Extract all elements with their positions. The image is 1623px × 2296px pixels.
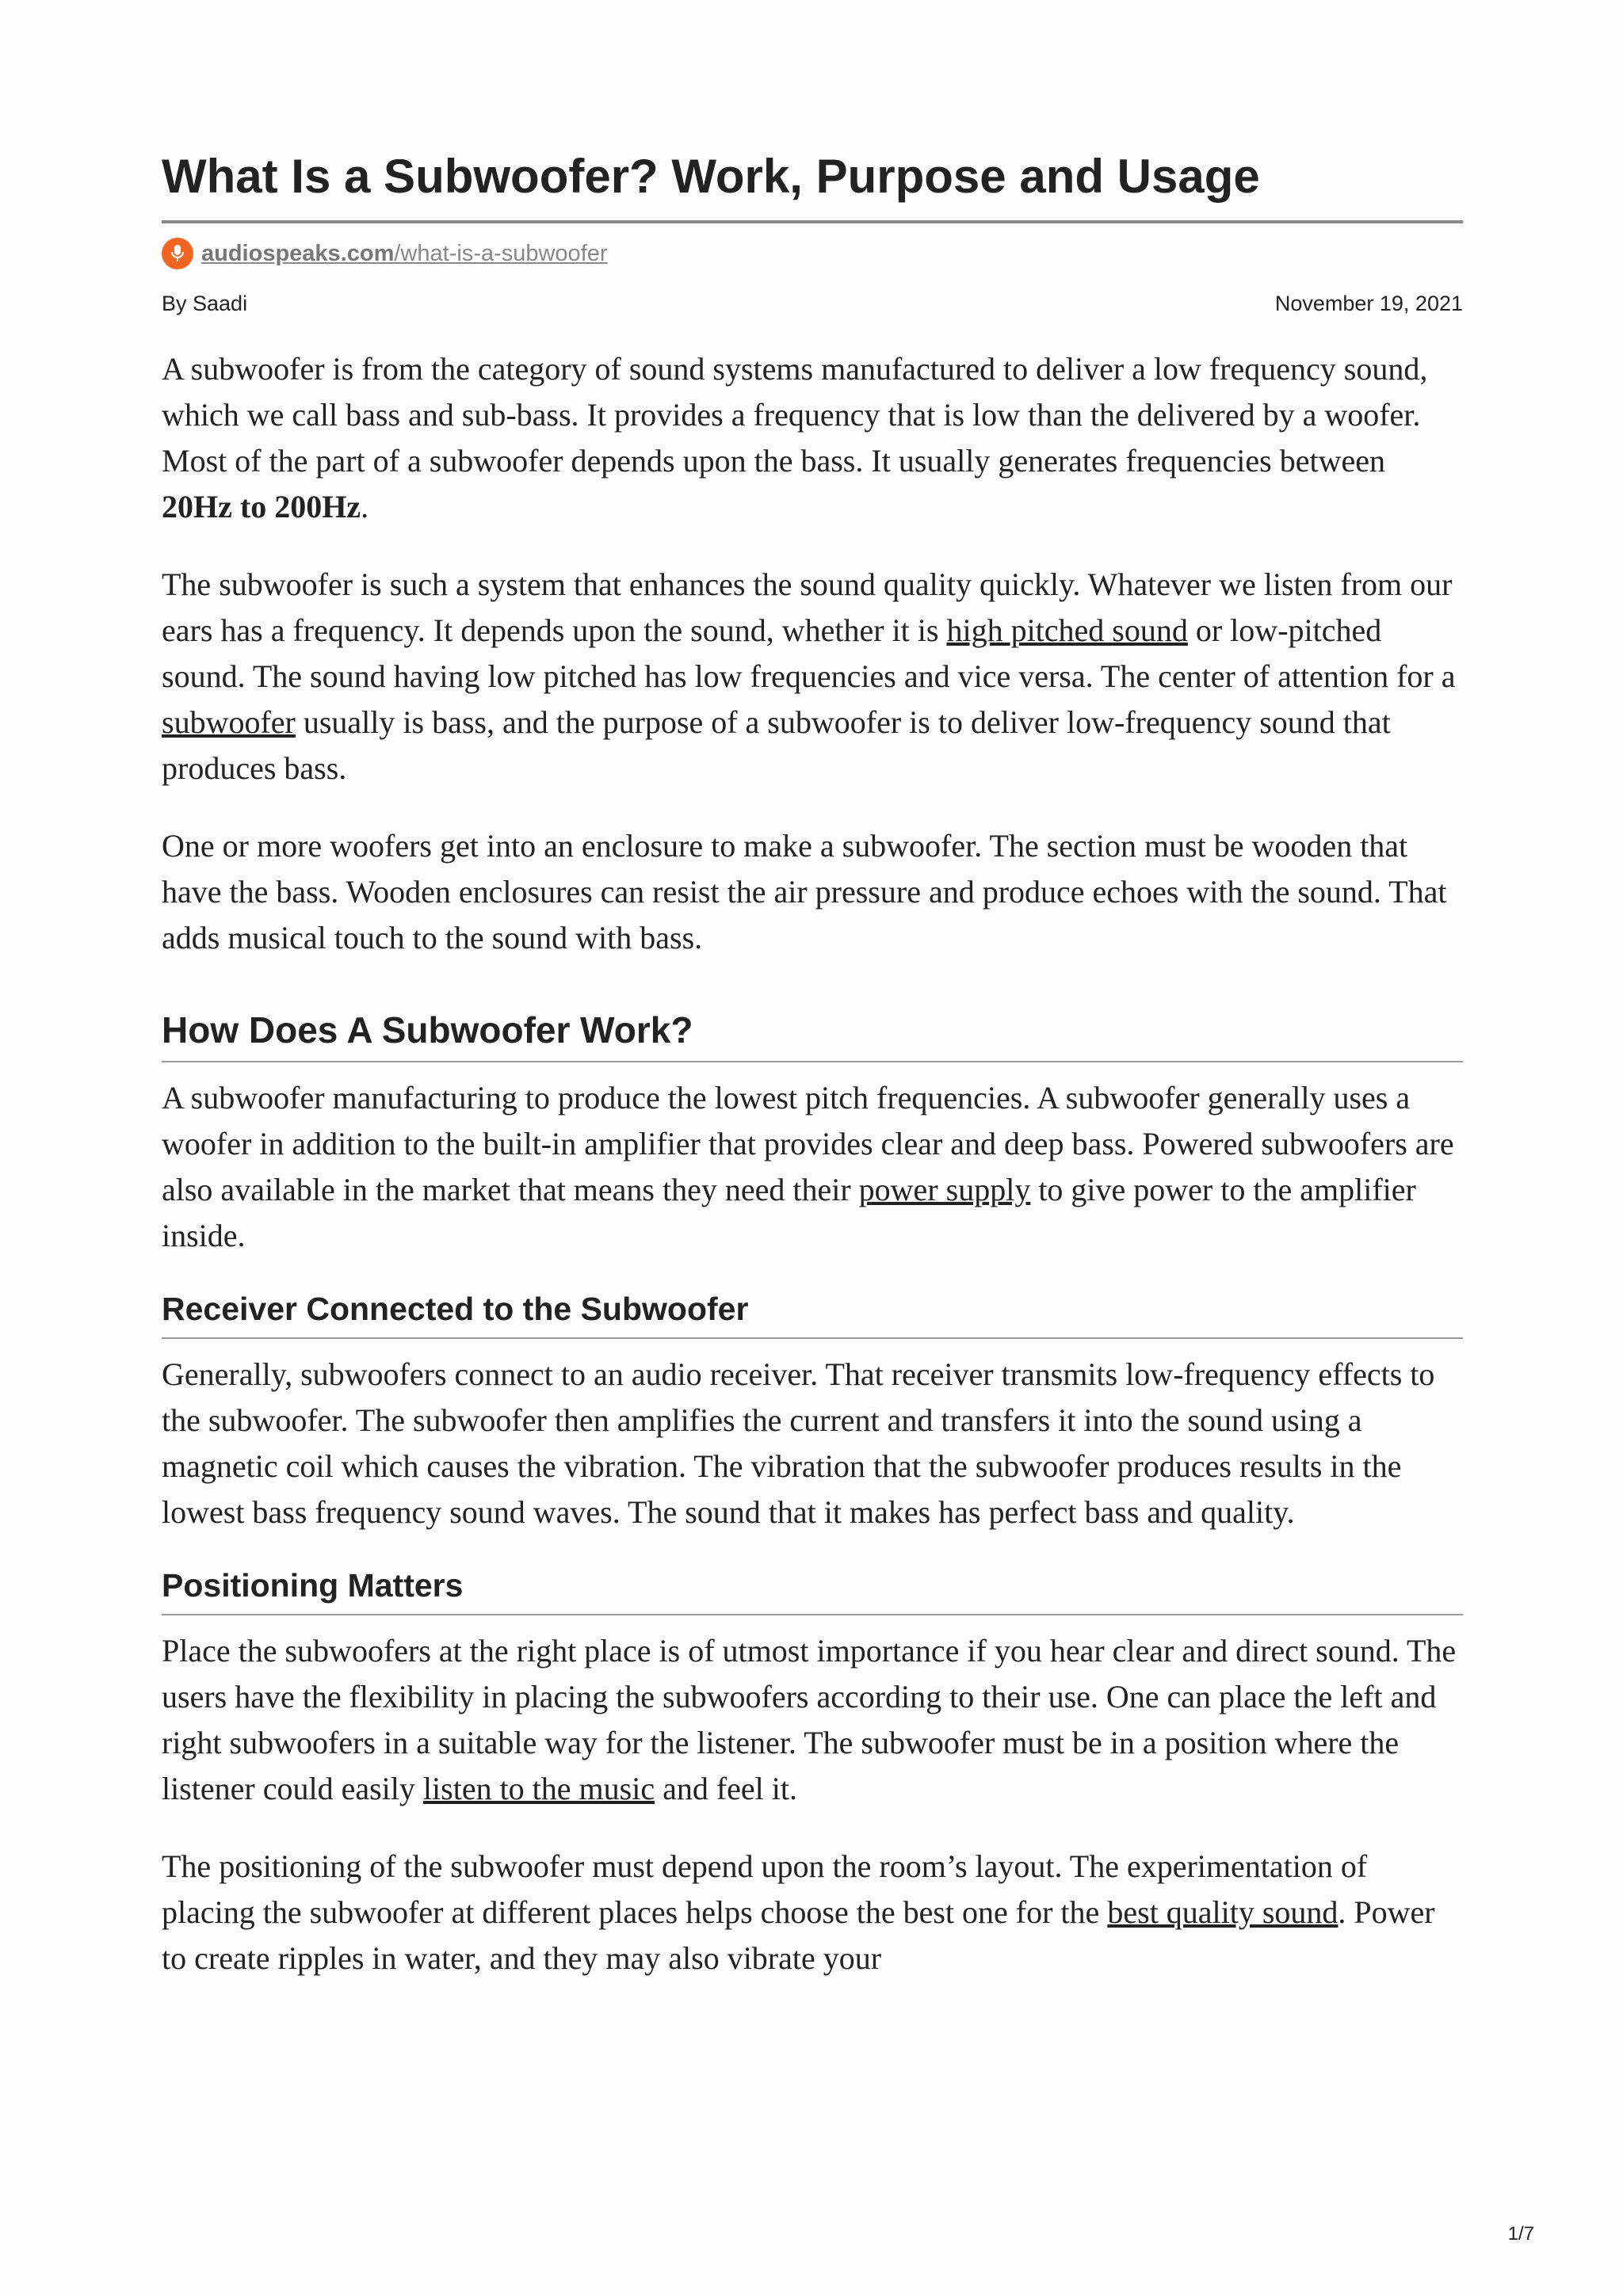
source-line	[162, 238, 1463, 269]
paragraph-text: . Power to create ripples in water, and they may also vibrate your	[162, 1894, 1435, 1976]
frequency-range: 20Hz to 200Hz	[162, 489, 361, 524]
receiver-paragraph-1: Generally, subwoofers connect to an audio receiver. That receiver transmits low-frequency effects to the subwoofer. The subwoofer then amplifies the current and transfers it into the sound using a magnetic coil which causes the vibration. The vibration that the subwoofer produces results in the lowest bass frequency sound waves. The sound that it makes has perfect bass and quality.	[162, 1356, 1435, 1530]
paragraph-text: A subwoofer manufacturing to produce the lowest pitch frequencies. A subwoofer generally uses a woofer in addition to the built-in amplifier that provides clear and deep bass. Powered subwoofers are also available in the market that means they need their	[162, 1080, 1454, 1207]
paragraph-text: usually is bass, and the purpose of a subwoofer is to deliver low-frequency sound that produces bass.	[162, 704, 1391, 786]
article	[162, 151, 1463, 2013]
source-link[interactable]	[201, 241, 608, 267]
author: By Saadi	[162, 292, 248, 315]
intro-paragraph-1	[162, 346, 1463, 530]
paragraph-text-end: .	[361, 489, 369, 524]
power-supply-link[interactable]: power supply	[858, 1172, 1031, 1207]
paragraph-text: to give power to the amplifier inside.	[162, 1172, 1416, 1253]
intro-paragraph-2	[162, 562, 1463, 791]
paragraph-text: or low-pitched sound. The sound having low pitched has low frequencies and vice versa. The center of attention for a	[162, 612, 1456, 694]
high-pitched-sound-link[interactable]: high pitched sound	[946, 612, 1188, 648]
source-path: /what-is-a-subwoofer	[394, 240, 608, 266]
microphone-icon	[162, 238, 193, 269]
page-title: What Is a Subwoofer? Work, Purpose and Usage	[162, 150, 1260, 203]
subwoofer-link[interactable]: subwoofer	[162, 704, 296, 740]
work-paragraph-1	[162, 1075, 1463, 1259]
section-divider	[162, 1061, 1463, 1062]
publish-date: November 19, 2021	[1274, 292, 1463, 315]
listen-to-music-link[interactable]: listen to the music	[422, 1771, 655, 1806]
best-quality-sound-link[interactable]: best quality sound	[1107, 1894, 1338, 1930]
section-heading-positioning: Positioning Matters	[162, 1567, 464, 1604]
intro-paragraph-3: One or more woofers get into an enclosure to make a subwoofer. The section must be wooden that have the bass. Wooden enclosures can resist the air pressure and produce echoes with the sound. That adds musical touch to the sound with bass.	[162, 828, 1447, 955]
title-divider	[162, 220, 1463, 223]
paragraph-text: The positioning of the subwoofer must depend upon the room’s layout. The experimentation of placing the subwoofer at different places helps choose the best one for the	[162, 1848, 1368, 1930]
paragraph-text: Place the subwoofers at the right place is of utmost importance if you hear clear and direct sound. The users have the flexibility in placing the subwoofers according to their use. One can place the left and right subwoofers in a suitable way for the listener. The subwoofer must be in a position where the listener could easily	[162, 1633, 1457, 1806]
section-heading-work: How Does A Subwoofer Work?	[162, 1009, 693, 1051]
positioning-paragraph-1	[162, 1628, 1463, 1812]
paragraph-text: and feel it.	[655, 1771, 798, 1806]
section-divider	[162, 1614, 1463, 1615]
section-heading-receiver: Receiver Connected to the Subwoofer	[162, 1291, 749, 1327]
section-divider	[162, 1337, 1463, 1339]
paragraph-text: A subwoofer is from the category of sound systems manufactured to deliver a low frequency sound, which we call bass and sub-bass. It provides a frequency that is low than the delivered by a woofer. Most of the part of a subwoofer depends upon the bass. It usually generates frequencies between	[162, 351, 1428, 479]
byline	[162, 292, 1463, 316]
source-domain: audiospeaks.com	[201, 240, 395, 266]
paragraph-text: The subwoofer is such a system that enhances the sound quality quickly. Whatever we listen from our ears has a frequency. It depends upon the sound, whether it is	[162, 566, 1453, 648]
positioning-paragraph-2	[162, 1844, 1463, 1981]
page-number: 1/7	[1507, 2223, 1534, 2245]
